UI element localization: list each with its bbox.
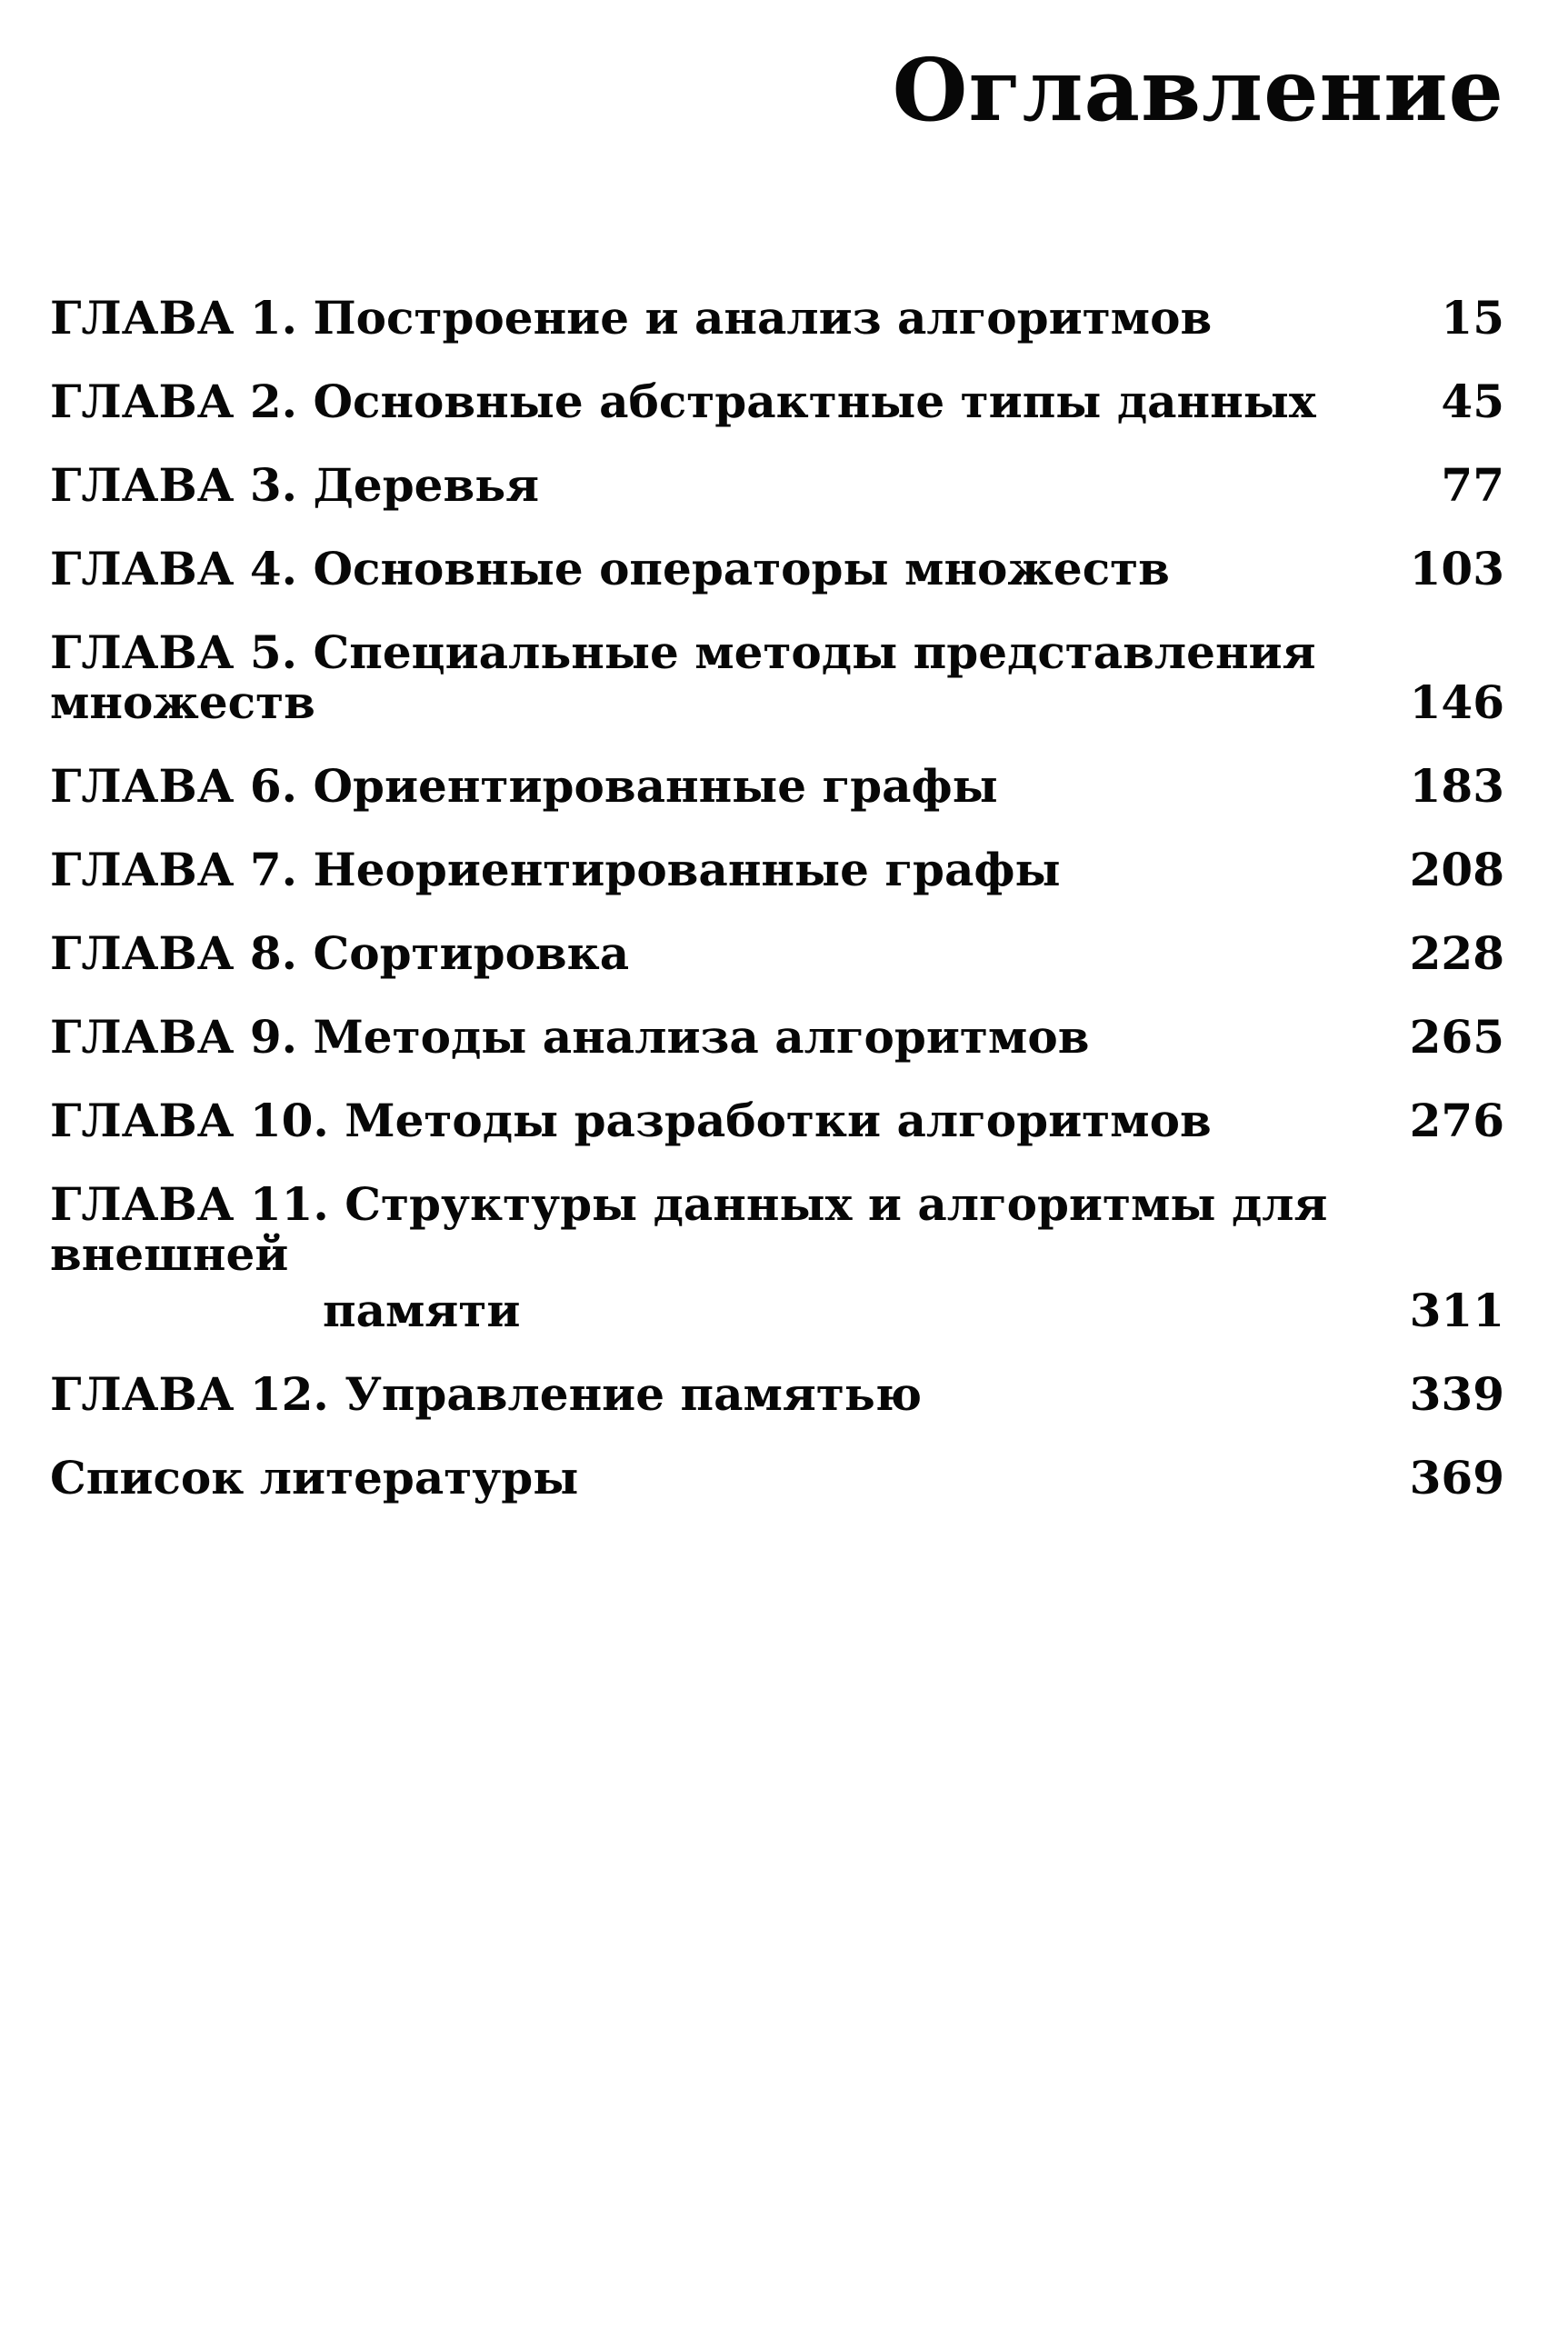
toc-entry-label [50,845,1088,895]
toc-entry-page-number: 77 [1441,458,1504,512]
toc-entry-label [50,460,566,510]
toc-entry-page-number: 265 [1409,1010,1504,1064]
toc-entry-label [50,627,1410,727]
toc-entry-label-line1: ГЛАВА 9. Методы анализа алгоритмов [50,1010,1090,1064]
toc-entry-label [50,1179,1410,1335]
toc-entry [50,293,1504,343]
toc-entry-label-line1: ГЛАВА 5. Специальные методы представления множеств [50,625,1316,729]
toc-entry [50,627,1504,727]
toc-entry [50,761,1504,811]
toc-entry-label-line1: ГЛАВА 2. Основные абстрактные типы данных [50,375,1316,428]
toc-entry-label [50,376,1343,426]
toc-entry-page-number: 208 [1409,843,1504,896]
toc-entry-page-number: 339 [1409,1367,1504,1421]
toc-entry-label-line1: ГЛАВА 8. Сортировка [50,926,630,980]
toc-entry [50,1453,1504,1503]
toc-entry-label-line1: ГЛАВА 10. Методы разработки алгоритмов [50,1094,1212,1147]
toc-entry-label [50,761,1025,811]
toc-entry-label [50,928,656,978]
toc-entry [50,928,1504,978]
toc-entry-page-number: 146 [1409,675,1504,729]
toc-entry [50,845,1504,895]
toc-entry-label-line1: ГЛАВА 6. Ориентированные графы [50,759,998,813]
toc-entry-label-line1: ГЛАВА 11. Структуры данных и алгоритмы для внешней [50,1177,1328,1281]
toc-entry-page-number: 45 [1441,375,1504,428]
page-title: Оглавление [892,40,1504,141]
toc-entry-page-number: 369 [1409,1451,1504,1504]
toc-entry-label-line1: ГЛАВА 7. Неориентированные графы [50,843,1061,896]
toc-entry-page-number: 311 [1409,1284,1504,1337]
toc-entry [50,544,1504,594]
toc-entry-page-number: 276 [1409,1094,1504,1147]
toc-entry [50,1012,1504,1062]
toc-entry-label [50,293,1239,343]
toc-entry-page-number: 15 [1441,291,1504,345]
toc-entry-label [50,1369,949,1419]
toc-entry-label [50,1453,605,1503]
toc-entry-page-number: 103 [1409,542,1504,595]
toc-entry-page-number: 183 [1409,759,1504,813]
toc-entry-label-line1: ГЛАВА 1. Построение и анализ алгоритмов [50,291,1213,345]
toc-entry-label-line2: памяти [323,1284,521,1337]
toc-list [50,293,1504,1536]
toc-entry [50,1369,1504,1419]
toc-entry-label-line1: ГЛАВА 4. Основные операторы множеств [50,542,1170,595]
toc-entry [50,460,1504,510]
toc-entry-label [50,1012,1116,1062]
toc-entry-label [50,1095,1239,1145]
toc-entry-label-line1: ГЛАВА 12. Управление памятью [50,1367,923,1421]
toc-entry-label-line1: Список литературы [50,1451,579,1504]
toc-entry [50,376,1504,426]
toc-entry-label [50,544,1197,594]
toc-entry-page-number: 228 [1409,926,1504,980]
toc-entry [50,1179,1504,1335]
toc-entry-label-line1: ГЛАВА 3. Деревья [50,458,540,512]
toc-entry [50,1095,1504,1145]
